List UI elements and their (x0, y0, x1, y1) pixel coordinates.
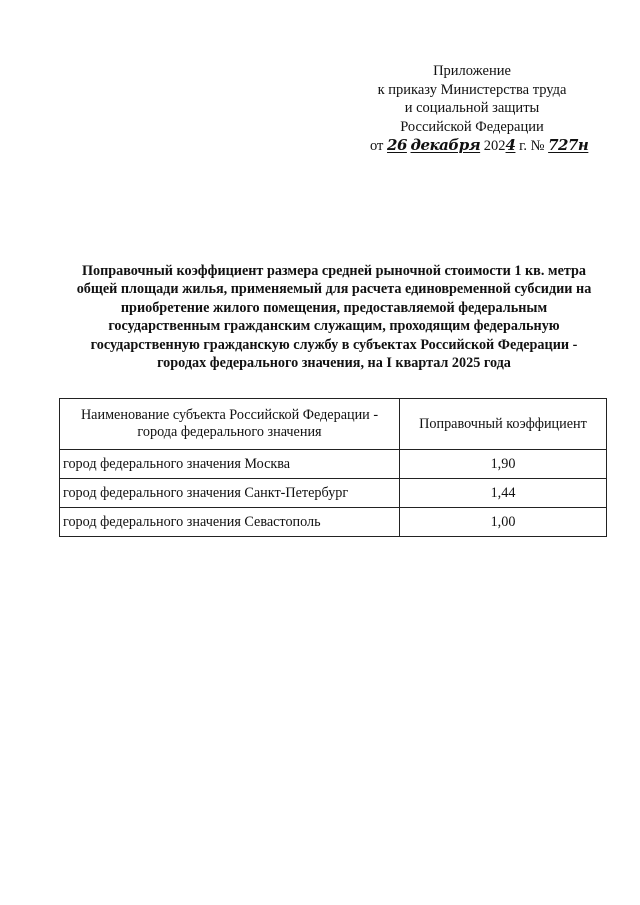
table-row (60, 479, 607, 508)
appendix-ministry-line: и социальной защиты (404, 100, 540, 116)
row-subject-name: город федерального значения Москва (60, 450, 400, 479)
row-subject-name: город федерального значения Севастополь (60, 508, 400, 537)
table-header-row (60, 399, 607, 450)
row-coefficient-value: 1,00 (400, 508, 607, 537)
row-coefficient-value: 1,90 (400, 450, 607, 479)
header-subject-name (60, 399, 400, 450)
title-line-6: городах федерального значения, на I квартал 2025 года (157, 355, 511, 372)
order-day: 26 (387, 136, 407, 154)
order-number: 727н (548, 136, 589, 154)
title-line-2: общей площади жилья, применяемый для расчета единовременной субсидии на (76, 281, 592, 298)
title-line-4: государственным гражданским служащим, проходящим федеральную (108, 318, 560, 335)
coefficient-table (59, 398, 607, 537)
order-date-number (358, 136, 589, 156)
appendix-header (358, 62, 589, 156)
appendix-country-line: Российской Федерации (400, 118, 544, 135)
table-row (60, 508, 607, 537)
table-row (60, 450, 607, 479)
header-subject-line-1: Наименование субъекта Российской Федерации - (80, 407, 379, 423)
order-number-label: г. № (519, 138, 545, 154)
order-year-digit: 4 (505, 136, 516, 154)
header-coefficient: Поправочный коэффициент (400, 399, 607, 450)
header-subject-line-2: города федерального значения (137, 424, 322, 440)
title-line-1: Поправочный коэффициент размера средней рыночной стоимости 1 кв. метра (81, 263, 587, 279)
order-month: декабря (410, 136, 481, 154)
row-subject-name: город федерального значения Санкт-Петербург (60, 479, 400, 508)
title-line-3: приобретение жилого помещения, предоставляемой федеральным (120, 299, 548, 316)
title-line-5: государственную гражданскую службу в субъектах Российской Федерации - (90, 336, 578, 353)
document-title (56, 262, 612, 372)
appendix-label: Приложение (433, 63, 511, 79)
row-coefficient-value: 1,44 (400, 479, 607, 508)
appendix-order-ref: к приказу Министерства труда (377, 81, 567, 98)
order-year-prefix: 202 (483, 138, 506, 154)
order-date-prefix: от (370, 138, 384, 154)
